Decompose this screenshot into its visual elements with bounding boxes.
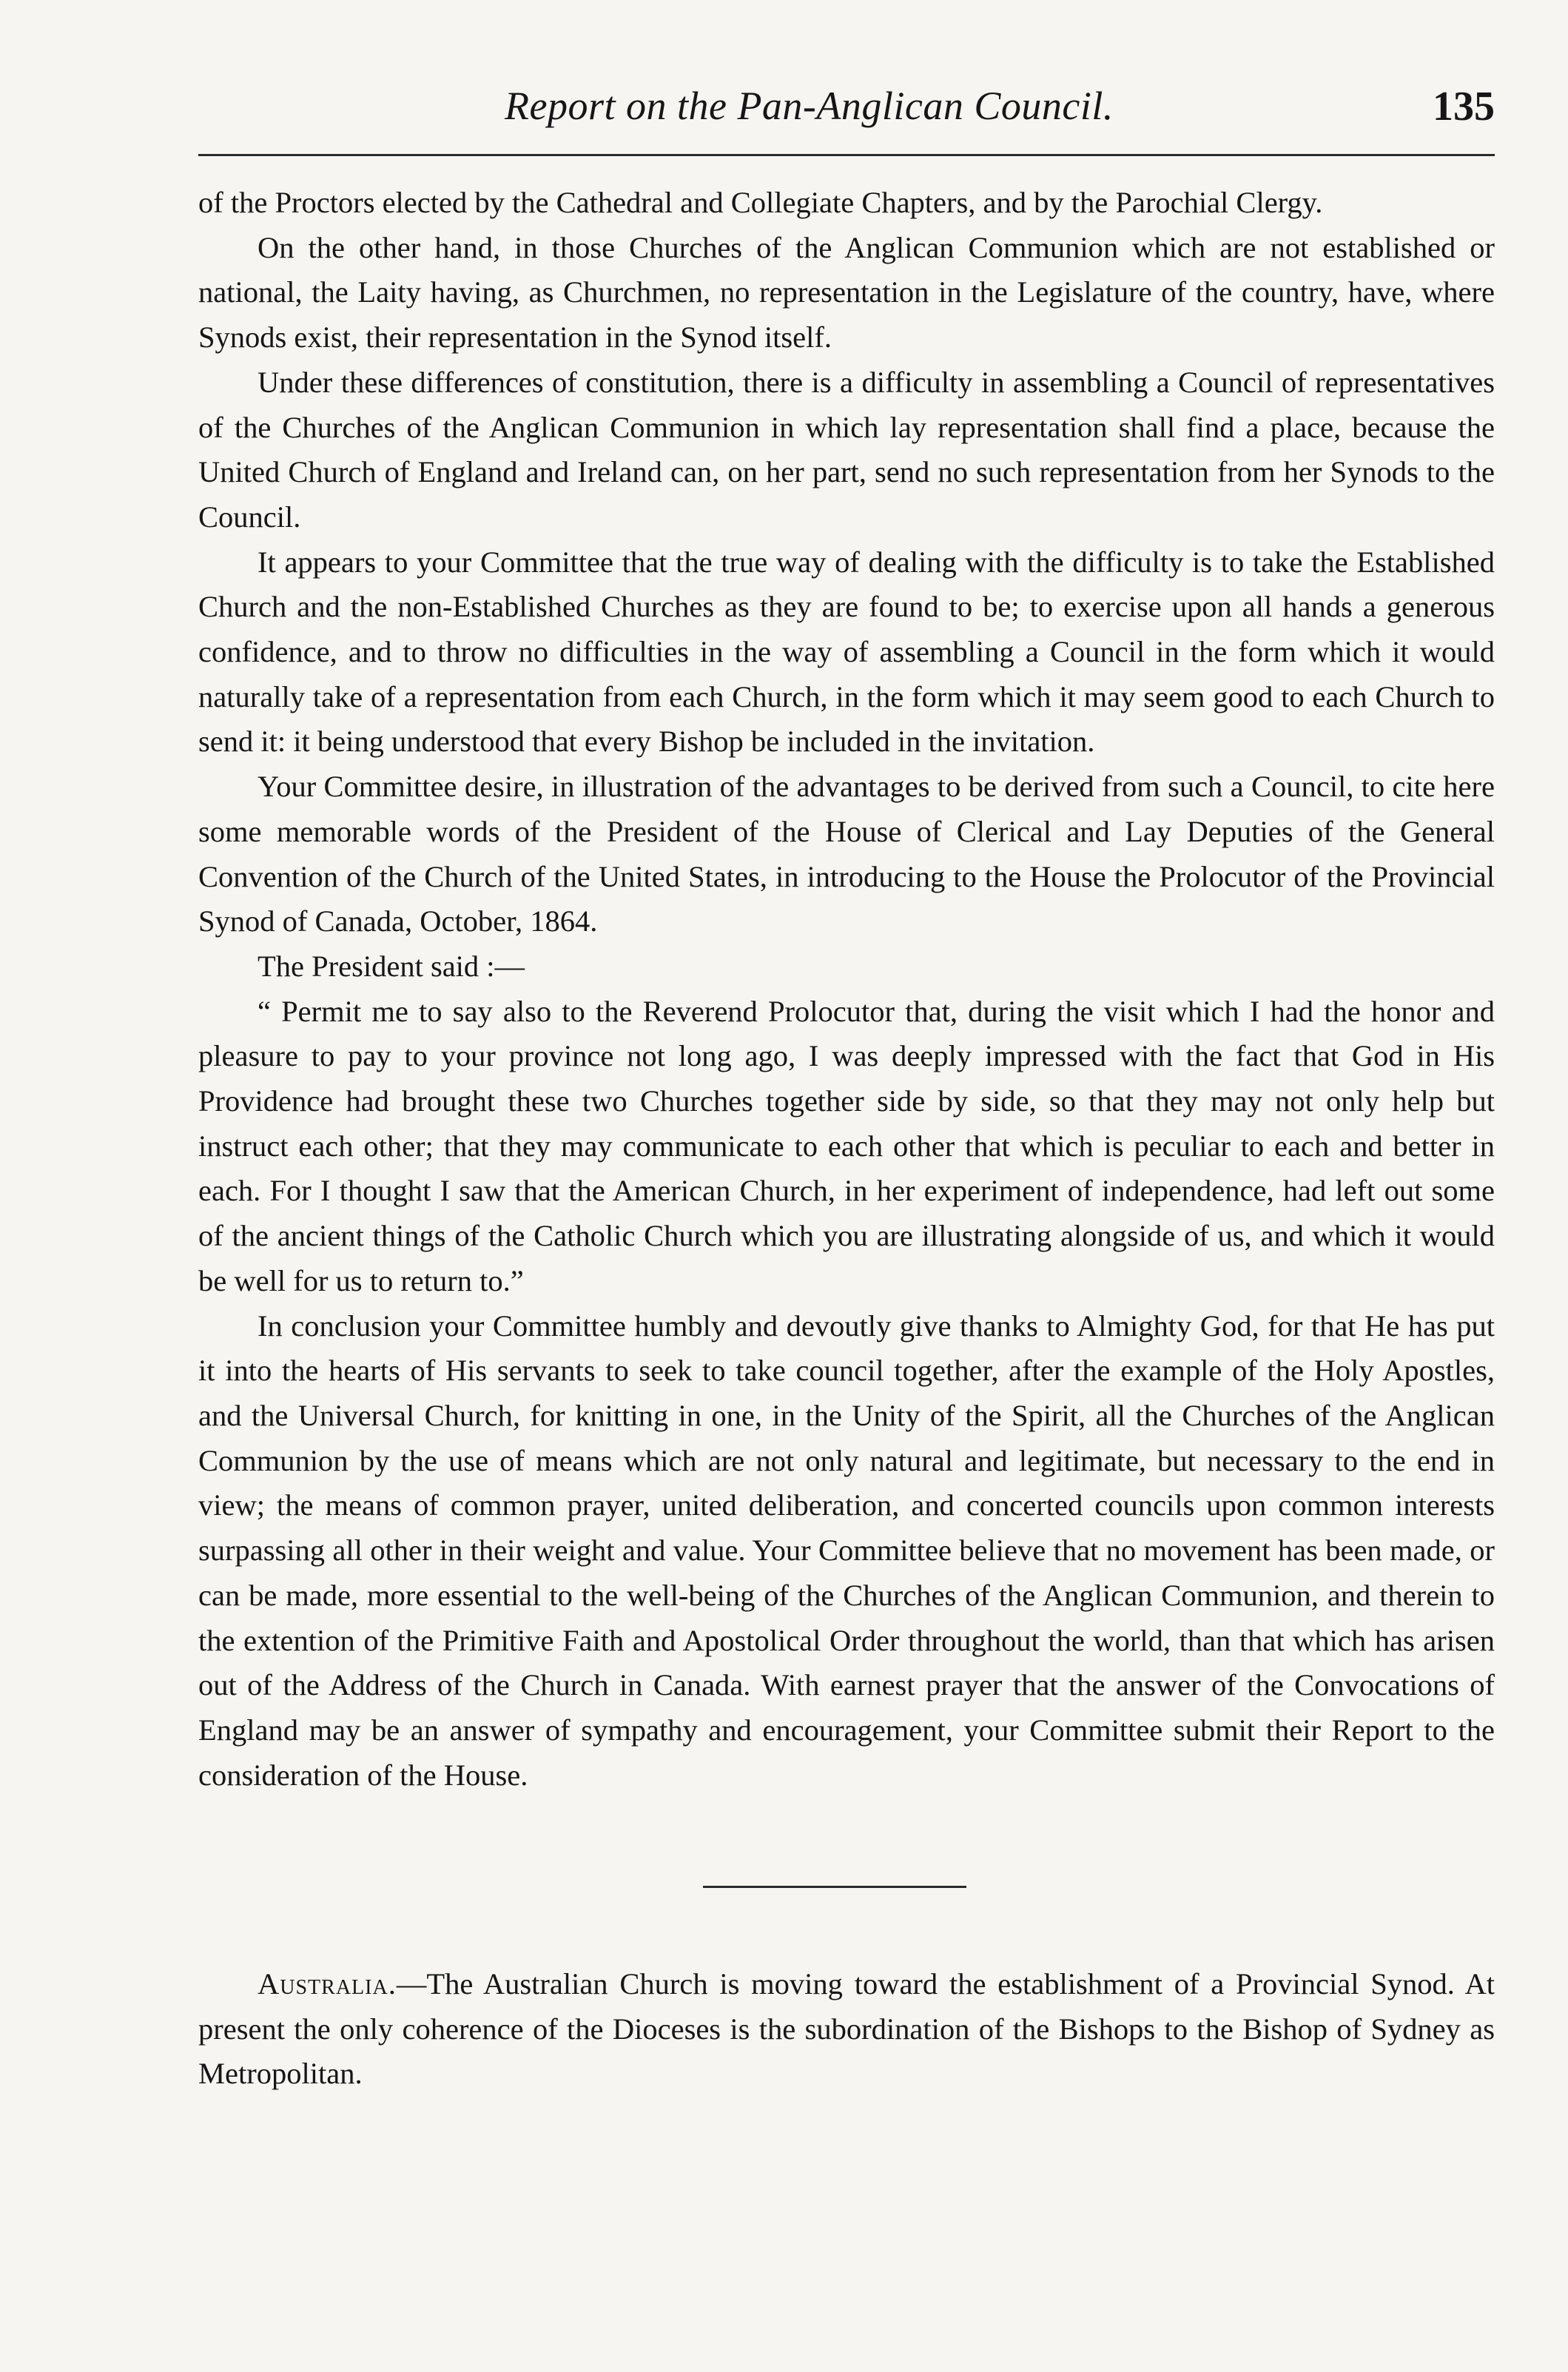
australia-heading: Australia. <box>258 1967 397 2000</box>
page-number: 135 <box>1433 84 1495 130</box>
australia-section <box>198 1962 1495 2097</box>
report-body <box>198 181 1495 1798</box>
paragraph-differences: Under these differences of constitution, there is a difficulty in assembling a Council of representatives of the Churches of the Anglican Communion in which lay representation shall find a place, because the United Church of England and Ireland can, on her part, send no such representation from her Synods to the Council. <box>198 365 1495 534</box>
paragraph-continuation: of the Proctors elected by the Cathedral and Collegiate Chapters, and by the Parochial Clergy. <box>198 186 1323 219</box>
section-divider <box>703 1886 966 1888</box>
australia-paragraph <box>198 1962 1495 2097</box>
running-title: Report on the Pan-Anglican Council. <box>505 84 1114 128</box>
president-quotation: “ Permit me to say also to the Reverend Prolocutor that, during the visit which I had the honor and pleasure to pay to your province not long ago, I was deeply impressed with the fact that God in His Providence had brought these two Churches together side by side, so that they may not only help but instruct each other; that they may communicate to each other that which is peculiar to each and better in each. For I thought I saw that the American Church, in her experiment of independence, had left out some of the ancient things of the Catholic Church which you are illustrating alongside of us, and which it would be well for us to return to.” <box>198 994 1495 1297</box>
paragraph-laity: On the other hand, in those Churches of the Anglican Communion which are not established or national, the Laity having, as Churchmen, no representation in the Legislature of the country, have, where Synods exist, their representation in the Synod itself. <box>198 230 1495 355</box>
paragraph-true-way: It appears to your Committee that the true way of dealing with the difficulty is to take the Established Church and the non-Established Churches as they are found to be; to exercise upon all hands a generous confidence, and to throw no difficulties in the way of assembling a Council in the form which it would naturally take of a representation from each Church, in the form which it may seem good to each Church to send it: it being understood that every Bishop be included in the invitation. <box>198 545 1495 759</box>
paragraph-illustration: Your Committee desire, in illustration of the advantages to be derived from such a Council, to cite here some memorable words of the President of the House of Clerical and Lay Deputies of the General Convention of the Church of the United States, in introducing to the House the Prolocutor of the Provincial Synod of Canada, October, 1864. <box>198 770 1495 938</box>
paragraph-conclusion: In conclusion your Committee humbly and devoutly give thanks to Almighty God, for that He has put it into the hearts of His servants to seek to take council together, after the example of the Holy Apostles, and the Universal Church, for knitting in one, in the Unity of the Spirit, all the Churches of the Anglican Communion by the use of means which are not only natural and legitimate, but necessary to the end in view; the means of common prayer, united deliberation, and concerted councils upon common interests surpassing all other in their weight and value. Your Committee believe that no movement has been made, or can be made, more essential to the well-being of the Churches of the Anglican Communion, and therein to the extention of the Primitive Faith and Apostolical Order throughout the world, than that which has arisen out of the Address of the Church in Canada. With earnest prayer that the answer of the Convocations of England may be an answer of sympathy and encouragement, your Committee submit their Report to the consideration of the House. <box>198 1308 1495 1792</box>
paragraph-president-said: The President said :— <box>258 949 525 983</box>
australia-text: —The Australian Church is moving toward the establishment of a Provincial Synod. At present the only coherence of the Dioceses is the subordination of the Bishops to the Bishop of Sydney as Metropolitan. <box>198 1967 1495 2091</box>
header-rule <box>198 154 1495 156</box>
page-header <box>200 83 1495 149</box>
